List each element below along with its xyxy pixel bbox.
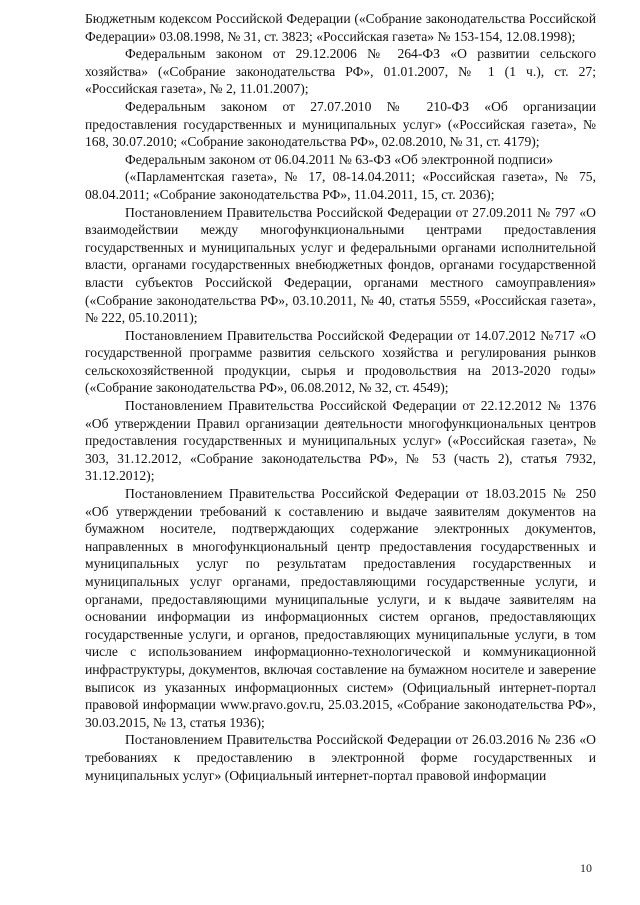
paragraph-law-210: Федеральным законом от 27.07.2010 № 210-ФЗ «Об организации предоставления государственных и муниципальных услуг» («Российская газета», № 168, 30.07.2010; «Собрание законодательства РФ», 02.08.2010, № 31, ст. 4179); xyxy=(85,98,596,150)
page-number: 10 xyxy=(580,861,592,875)
paragraph-decree-250: Постановлением Правительства Российской Федерации от 18.03.2015 № 250 «Об утверждении требований к составлению и выдаче заявителям документов на бумажном носителе, подтверждающих содержание электронных документов, направленных в многофункциональный центр предоставления государственных и муниципальных услуг по результатам предоставления государственных и муниципальных услуг органами, предоставляющими государственные услуги, и органами, предоставляющими муниципальные услуги, и к выдаче заявителям на основании информации из информационных систем органов, предоставляющих государственные услуги, и органов, предоставляющих муниципальные услуги, в том числе с использованием информационно-технологической и коммуникационной инфраструктуры, документов, включая составление на бумажном носителе и заверение выписок из указанных информационных систем» (Официальный интернет-портал правовой информации www.pravo.gov.ru, 25.03.2015, «Собрание законодательства РФ», 30.03.2015, № 13, статья 1936); xyxy=(85,486,596,730)
paragraph-decree-717: Постановлением Правительства Российской Федерации от 14.07.2012 №717 «О государственной программе развития сельского хозяйства и регулирования рынков сельскохозяйственной продукции, сырья и продовольствия на 2013-2020 годы» («Собрание законодательства РФ», 06.08.2012, № 32, ст. 4549); xyxy=(85,327,596,396)
paragraph-decree-797: Постановлением Правительства Российской Федерации от 27.09.2011 № 797 «О взаимодействии между многофункциональными центрами предоставления государственных и муниципальных услуг и федеральными органами исполнительной власти, органами государственных внебюджетных фондов, органами государственной власти субъектов Российской Федерации, органами местного самоуправления» («Собрание законодательства РФ», 03.10.2011, № 40, статья 5559, «Российская газета», № 222, 05.10.2011); xyxy=(85,204,596,326)
paragraph-decree-236: Постановлением Правительства Российской Федерации от 26.03.2016 № 236 «О требованиях к предоставлению в электронной форме государственных и муниципальных услуг» (Официальный интернет-портал правовой информации xyxy=(85,732,596,783)
paragraph-law-264: Федеральным законом от 29.12.2006 № 264-ФЗ «О развитии сельского хозяйства» («Собрание законодательства РФ», 01.01.2007, № 1 (1 ч.), ст. 27; «Российская газета», № 2, 11.01.2007); xyxy=(85,46,596,97)
paragraph-decree-1376: Постановлением Правительства Российской Федерации от 22.12.2012 № 1376 «Об утверждении Правил организации деятельности многофункциональных центров предоставления государственных и муниципальных услуг» («Российская газета», № 303, 31.12.2012, «Собрание законодательства РФ», № 53 (часть 2), статья 7932, 31.12.2012); xyxy=(85,398,596,484)
paragraph-law-63-sources: («Парламентская газета», № 17, 08-14.04.2011; «Российская газета», № 75, 08.04.2011; «Собрание законодательства РФ», 11.04.2011, 15, ст. 2036); xyxy=(85,169,596,202)
paragraph-budget-code: Бюджетным кодексом Российской Федерации («Собрание законодательства Российской Федерации» 03.08.1998, № 31, ст. 3823; «Российская газета» № 153-154, 12.08.1998); xyxy=(85,11,596,44)
paragraph-law-63: Федеральным законом от 06.04.2011 № 63-ФЗ «Об электронной подписи» xyxy=(125,151,554,167)
document-body xyxy=(85,10,596,784)
